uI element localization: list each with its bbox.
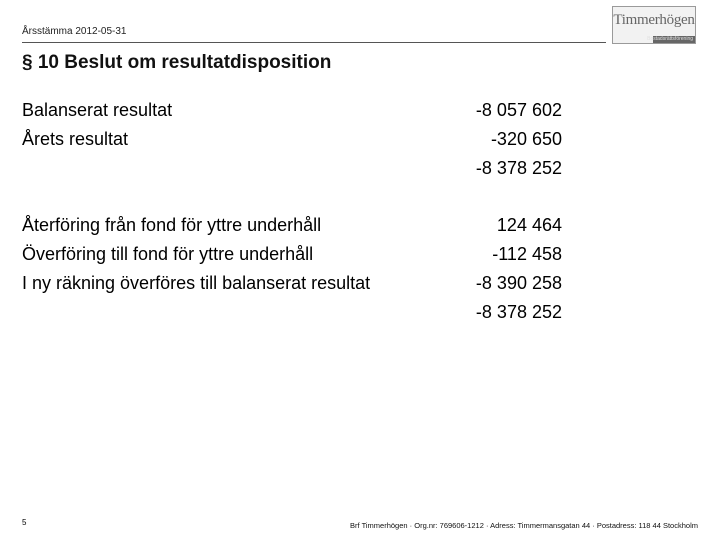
disposition-line-5 [22, 239, 562, 269]
disposition-line-6 [22, 268, 562, 298]
disposition-line-7 [22, 297, 562, 327]
disposition-line-1 [22, 95, 562, 125]
line-amount: -8 378 252 [475, 302, 562, 322]
line-label: Balanserat resultat [22, 100, 173, 120]
logo [612, 6, 696, 44]
section-title: § 10 Beslut om resultatdisposition [22, 52, 332, 73]
footer-text: Brf Timmerhögen · Org.nr: 769606-1212 · Adress: Timmermansgatan 44 · Postadress: 118 44 Stockholm [350, 521, 698, 530]
line-amount: -8 390 258 [475, 273, 562, 293]
header-rule [22, 42, 606, 43]
line-label: Årets resultat [22, 129, 129, 149]
line-amount: -112 458 [492, 244, 562, 264]
logo-tagline: Bostadsrättsförening [647, 36, 693, 42]
disposition-line-4 [22, 210, 562, 240]
line-label: I ny räkning överföres till balanserat resultat [22, 273, 371, 293]
line-label: Överföring till fond för yttre underhåll [22, 244, 314, 264]
logo-band [647, 36, 695, 43]
line-amount: -320 650 [490, 129, 562, 149]
line-amount: -8 378 252 [475, 158, 562, 178]
line-label: Återföring från fond för yttre underhåll [22, 215, 322, 235]
meeting-date: Årsstämma 2012-05-31 [22, 26, 127, 37]
logo-name: Timmerhögen [613, 12, 695, 28]
disposition-line-3 [22, 153, 562, 183]
disposition-line-2 [22, 124, 562, 154]
page-number: 5 [22, 518, 27, 527]
line-amount: -8 057 602 [475, 100, 562, 120]
line-amount: 124 464 [496, 215, 562, 235]
